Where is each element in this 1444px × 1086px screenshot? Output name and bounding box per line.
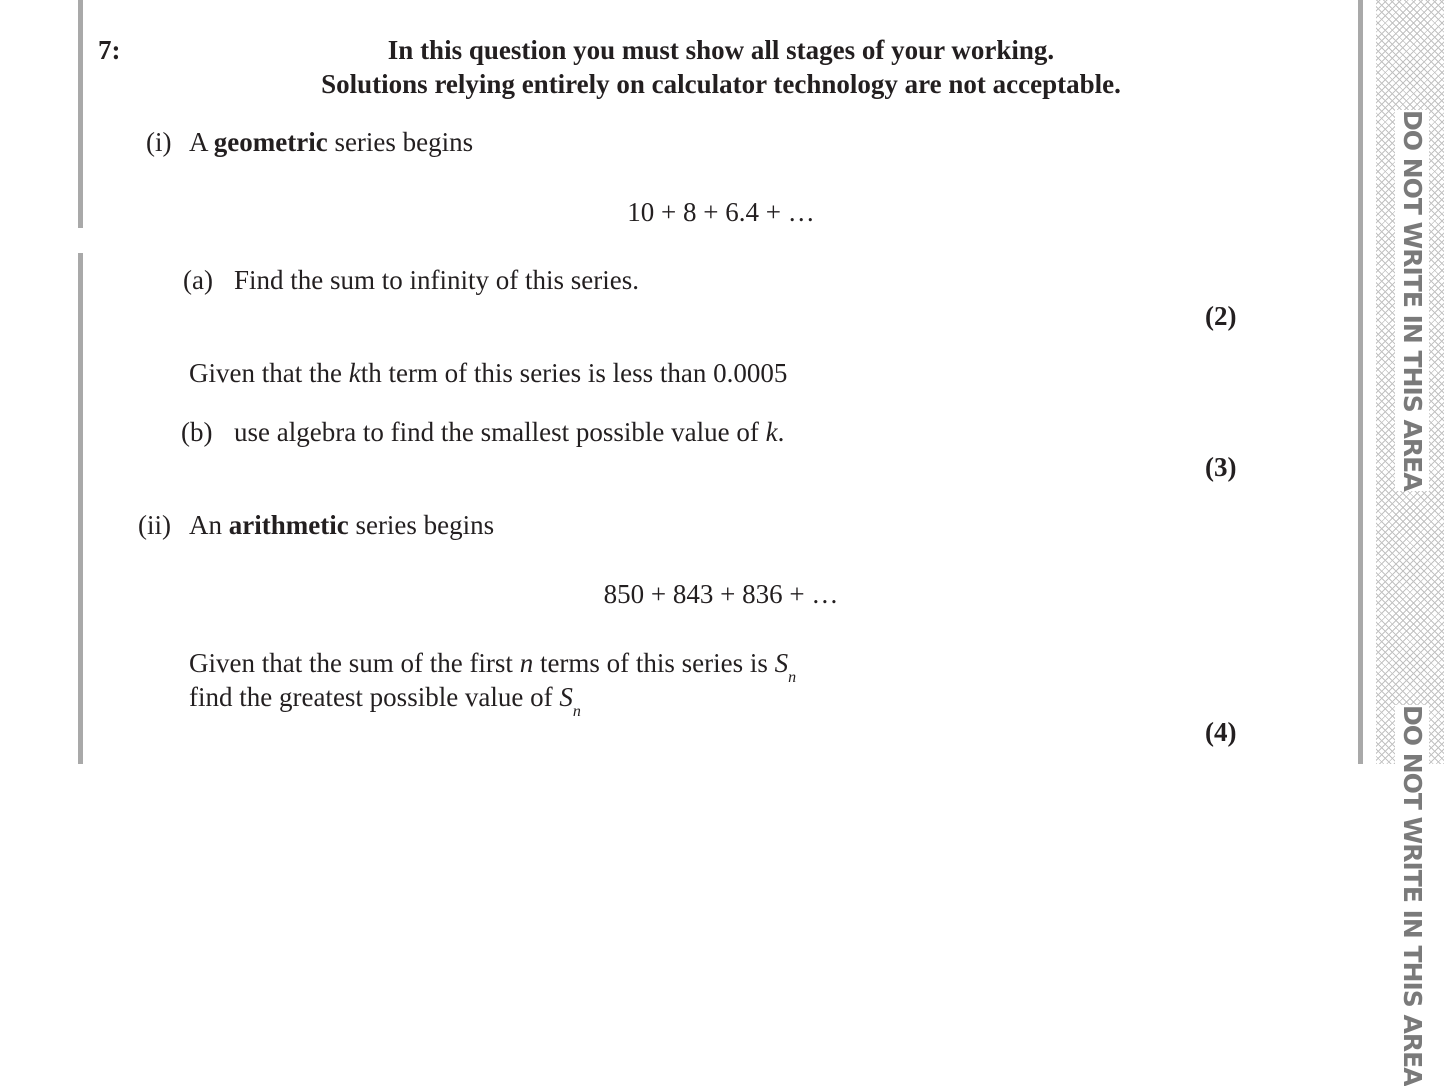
do-not-write-strip	[1376, 0, 1444, 1086]
part-ii-find-line: find the greatest possible value of $S_n$	[189, 682, 581, 720]
part-i-intro: A geometric series begins	[189, 127, 474, 157]
part-i-label: (i)	[146, 127, 172, 157]
do-not-write-text-cut: DO NOT WRITE IN THIS AREA	[1395, 705, 1429, 1086]
part-ii-intro: An arithmetic series begins	[189, 510, 495, 540]
left-rule-bottom	[78, 253, 83, 764]
geometric-series: 10 + 8 + 6.4 + …	[627, 197, 815, 227]
do-not-write-text: DO NOT WRITE IN THIS AREA	[1395, 110, 1429, 491]
part-ii-label: (ii)	[138, 510, 171, 540]
part-ii-marks: (4)	[1205, 717, 1237, 747]
question-number: 7:	[98, 35, 121, 65]
part-ii-given-line: Given that the sum of the first n terms of this series is $S_n$	[189, 648, 797, 686]
instruction-line-2: Solutions relying entirely on calculator technology are not acceptable.	[321, 69, 1121, 99]
instruction-line-1: In this question you must show all stages of your working.	[387, 35, 1055, 65]
part-b-text: use algebra to find the smallest possible value of k.	[234, 417, 785, 447]
given-k-text: Given that the kth term of this series is less than 0.0005	[189, 358, 788, 388]
part-a-text: Find the sum to infinity of this series.	[234, 265, 639, 295]
part-a-marks: (2)	[1205, 301, 1237, 331]
part-a-label: (a)	[183, 265, 213, 295]
arithmetic-series: 850 + 843 + 836 + …	[603, 579, 839, 609]
part-b-label: (b)	[181, 417, 213, 447]
right-rule	[1358, 0, 1363, 764]
part-b-marks: (3)	[1205, 452, 1237, 482]
